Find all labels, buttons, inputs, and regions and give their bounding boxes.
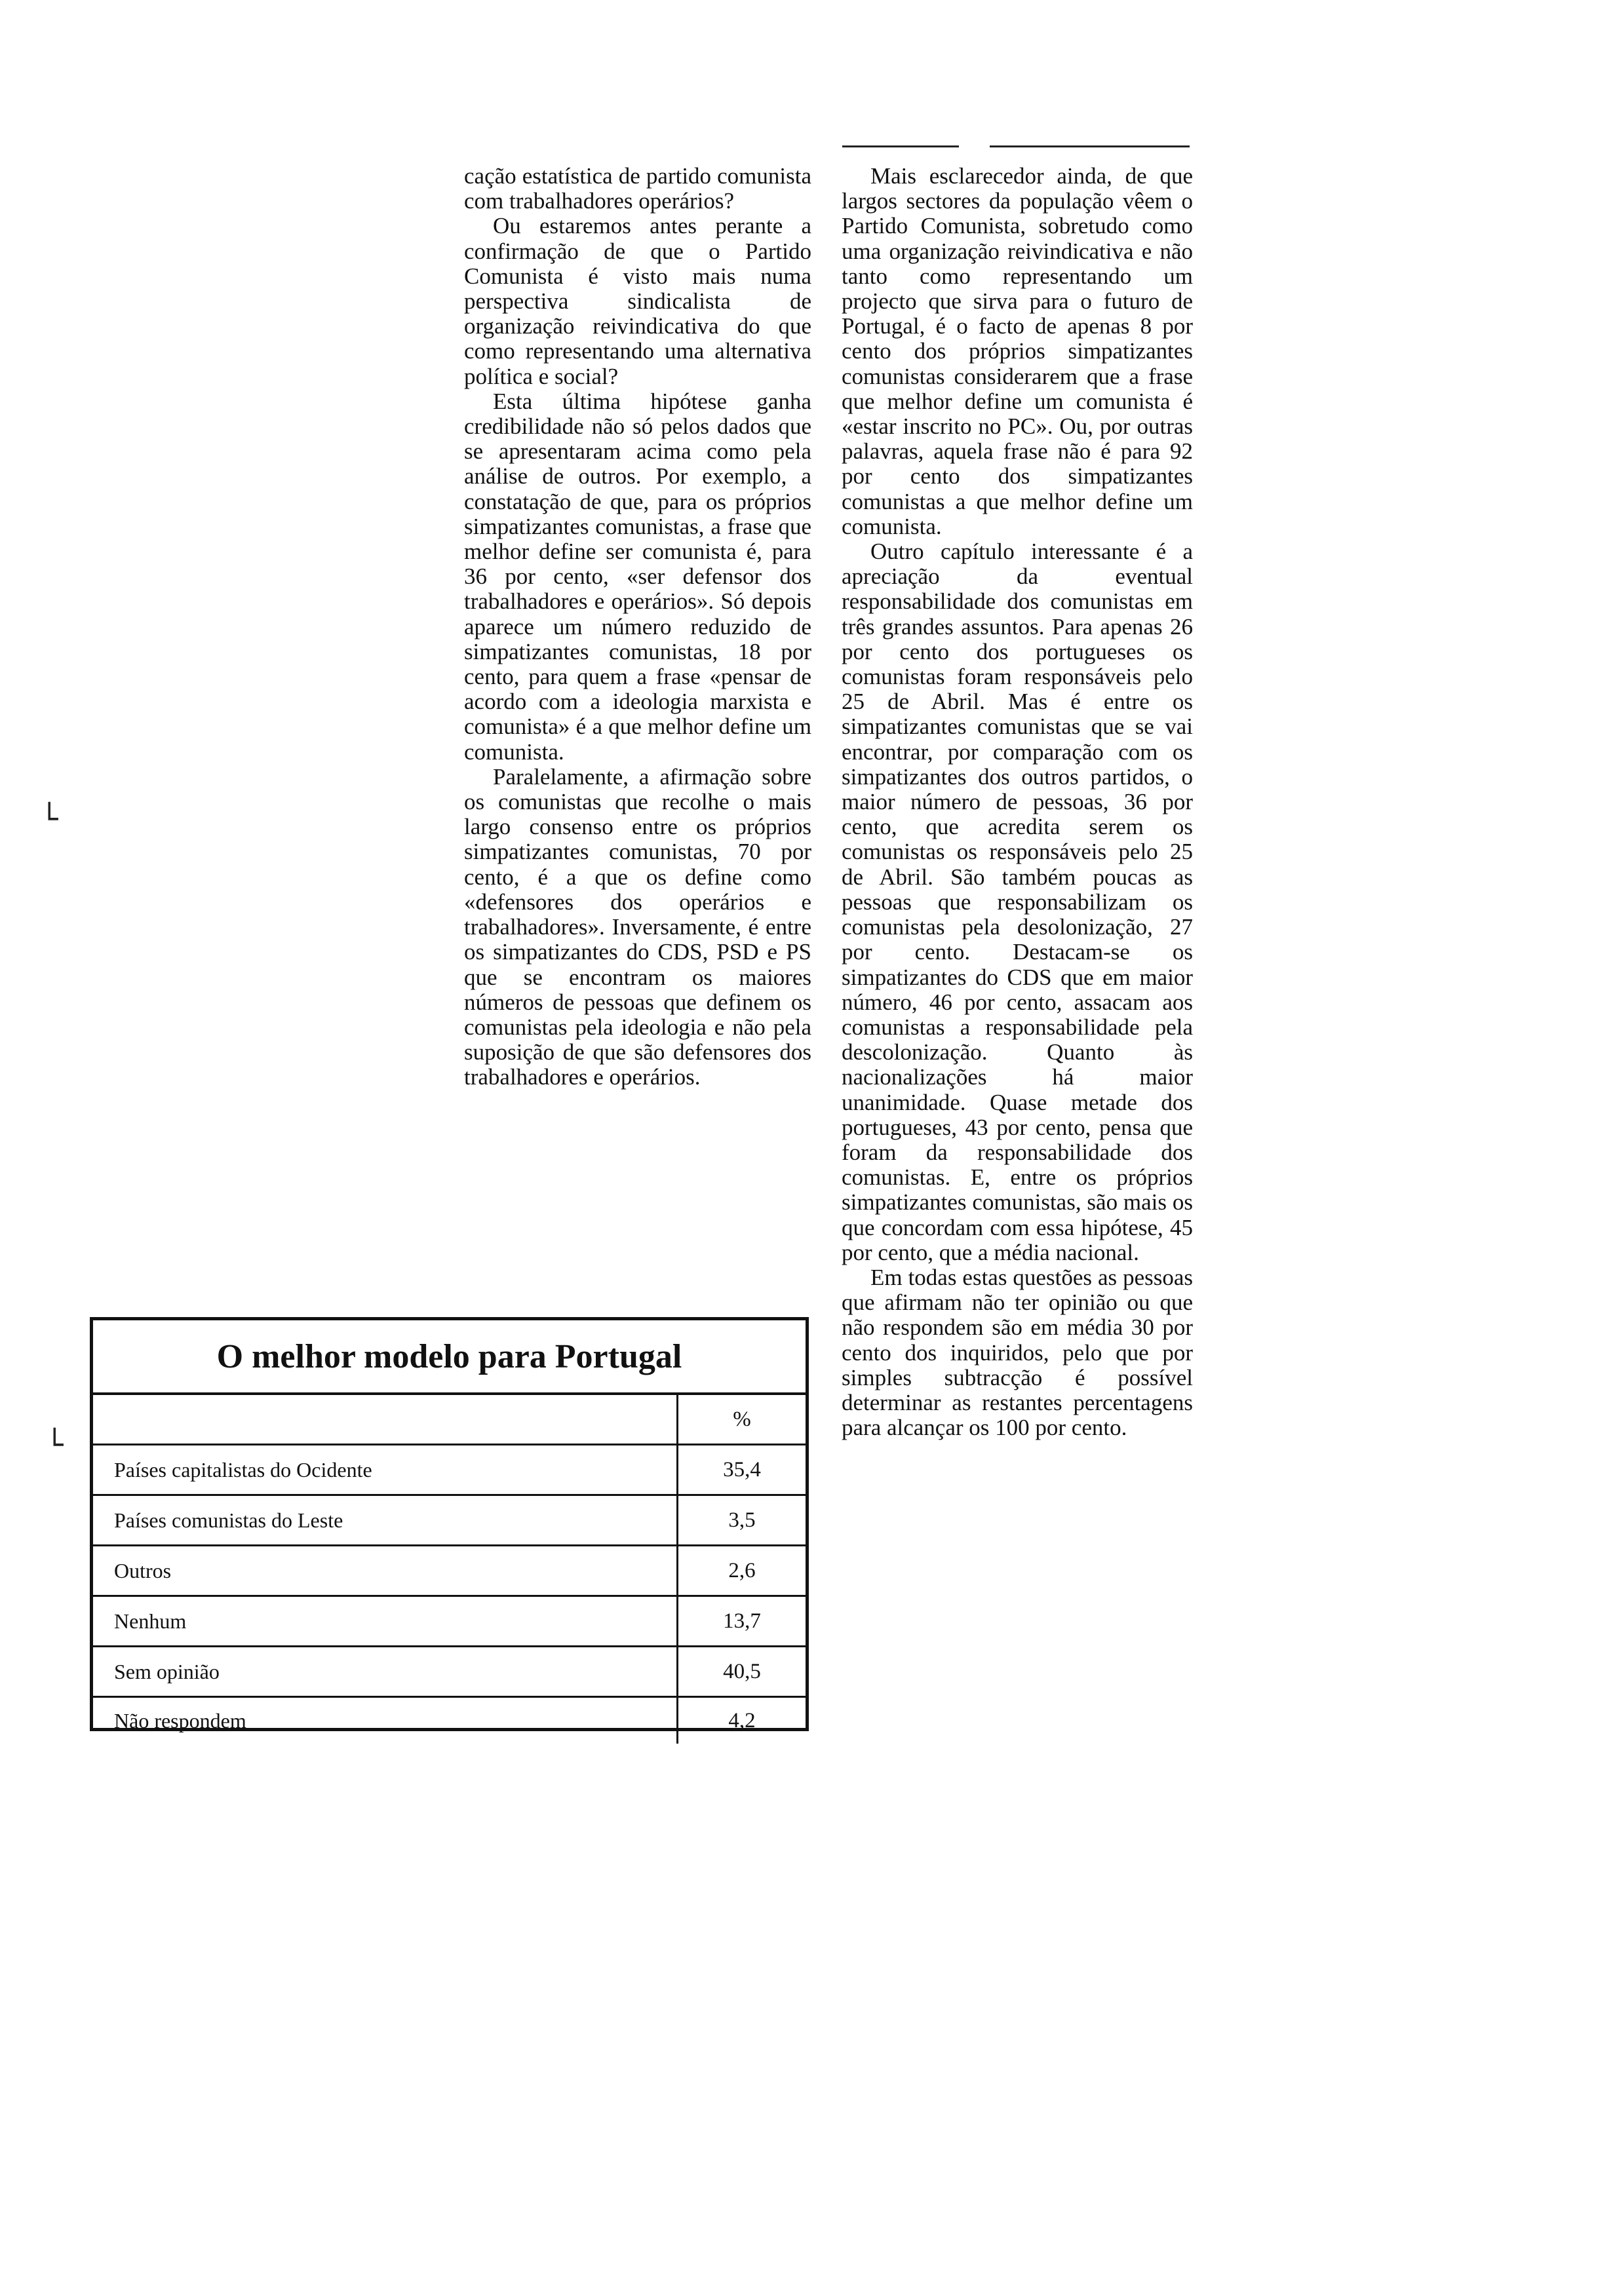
row-value: 2,6	[728, 1558, 756, 1582]
column-rule-right	[990, 145, 1190, 147]
table-header-value: %	[733, 1407, 751, 1431]
margin-mark-top: └	[41, 803, 58, 836]
table-row	[93, 1597, 806, 1647]
row-label: Outros	[93, 1546, 678, 1595]
paragraph: Mais esclarecedor ainda, de que largos sectores da população vêem o Partido Comunista, sobretudo como uma organização reivindicativa e não tanto como representando um projecto que sirva para o futuro de Portugal, é o facto de apenas 8 por cento dos próprios simpatizantes comunistas considerarem que a frase que melhor define um comunista é «estar inscrito no PC». Ou, por outras palavras, aquela frase não é para 92 por cento dos simpatizantes comunistas a que melhor define um comunista.	[842, 163, 1193, 539]
table-row	[93, 1698, 806, 1744]
article-right-column	[842, 164, 1193, 1440]
column-rule-left	[842, 145, 959, 147]
table-row	[93, 1445, 806, 1496]
table-header-row	[93, 1395, 806, 1445]
row-label: Não respondem	[93, 1698, 678, 1744]
paragraph: Em todas estas questões as pessoas que afirmam não ter opinião ou que não respondem são em média 30 por cento dos inquiridos, pelo que por simples subtracção é possível determinar as restantes percentagens para alcançar os 100 por cento.	[842, 1264, 1193, 1441]
table-row	[93, 1647, 806, 1698]
paragraph: Outro capítulo interessante é a apreciação da eventual responsabilidade dos comunistas em três grandes assuntos. Para apenas 26 por cento dos portugueses os comunistas foram responsáveis pelo 25 de Abril. Mas é entre os simpatizantes comunistas que se vai encontrar, por comparação com os simpatizantes dos outros partidos, o maior número de pessoas, 36 por cento, que acredita serem os comunistas os responsáveis pelo 25 de Abril. São também poucas as pessoas que responsabilizam os comunistas pela desolonização, 27 por cento. Destacam-se os simpatizantes do CDS que em maior número, 46 por cento, assacam aos comunistas a responsabilidade pela descolonização. Quanto às nacionalizações há maior unanimidade. Quase metade dos portugueses, 43 por cento, pensa que foram da responsabilidade dos comunistas. E, entre os próprios simpatizantes comunistas, são mais os que concordam com essa hipótese, 45 por cento, que a média nacional.	[842, 539, 1193, 1265]
row-label: Nenhum	[93, 1597, 678, 1645]
table-row	[93, 1496, 806, 1546]
row-label: Países comunistas do Leste	[93, 1496, 678, 1544]
article-left-column	[464, 164, 811, 1090]
row-value: 35,4	[723, 1457, 761, 1482]
row-value: 3,5	[728, 1508, 756, 1532]
paragraph: Ou estaremos antes perante a confirmação de que o Partido Comunista é visto mais numa perspectiva sindicalista de organização reivindicativa do que como representando uma alternativa política e social?	[464, 213, 811, 389]
row-value: 40,5	[723, 1659, 761, 1683]
table-title: O melhor modelo para Portugal	[93, 1320, 806, 1395]
row-label: Países capitalistas do Ocidente	[93, 1445, 678, 1494]
paragraph: Esta última hipótese ganha credibilidade não só pelos dados que se apresentaram acima como pela análise de outros. Por exemplo, a constatação de que, para os próprios simpatizantes comunistas, a frase que melhor define ser comunista é, para 36 por cento, «ser defensor dos trabalhadores e operários». Só depois aparece um número reduzido de simpatizantes comunistas, 18 por cento, para quem a frase «pensar de acordo com a ideologia marxista e comunista» é a que melhor define um comunista.	[464, 388, 811, 765]
results-table	[90, 1317, 809, 1731]
table-row	[93, 1546, 806, 1597]
paragraph: cação estatística de partido comunista com trabalhadores operários?	[464, 163, 811, 214]
row-value: 13,7	[723, 1609, 761, 1633]
table-header-label	[93, 1395, 678, 1444]
margin-mark-bottom: └	[46, 1428, 64, 1462]
paragraph: Paralelamente, a afirmação sobre os comunistas que recolhe o mais largo consenso entre os próprios simpatizantes comunistas, 70 por cento, é a que os define como «defensores dos operários e trabalhadores». Inversamente, é entre os simpatizantes do CDS, PSD e PS que se encontram os maiores números de pessoas que definem os comunistas pela ideologia e não pela suposição de que são defensores dos trabalhadores e operários.	[464, 763, 811, 1090]
row-label: Sem opinião	[93, 1647, 678, 1696]
row-value: 4,2	[728, 1708, 756, 1732]
